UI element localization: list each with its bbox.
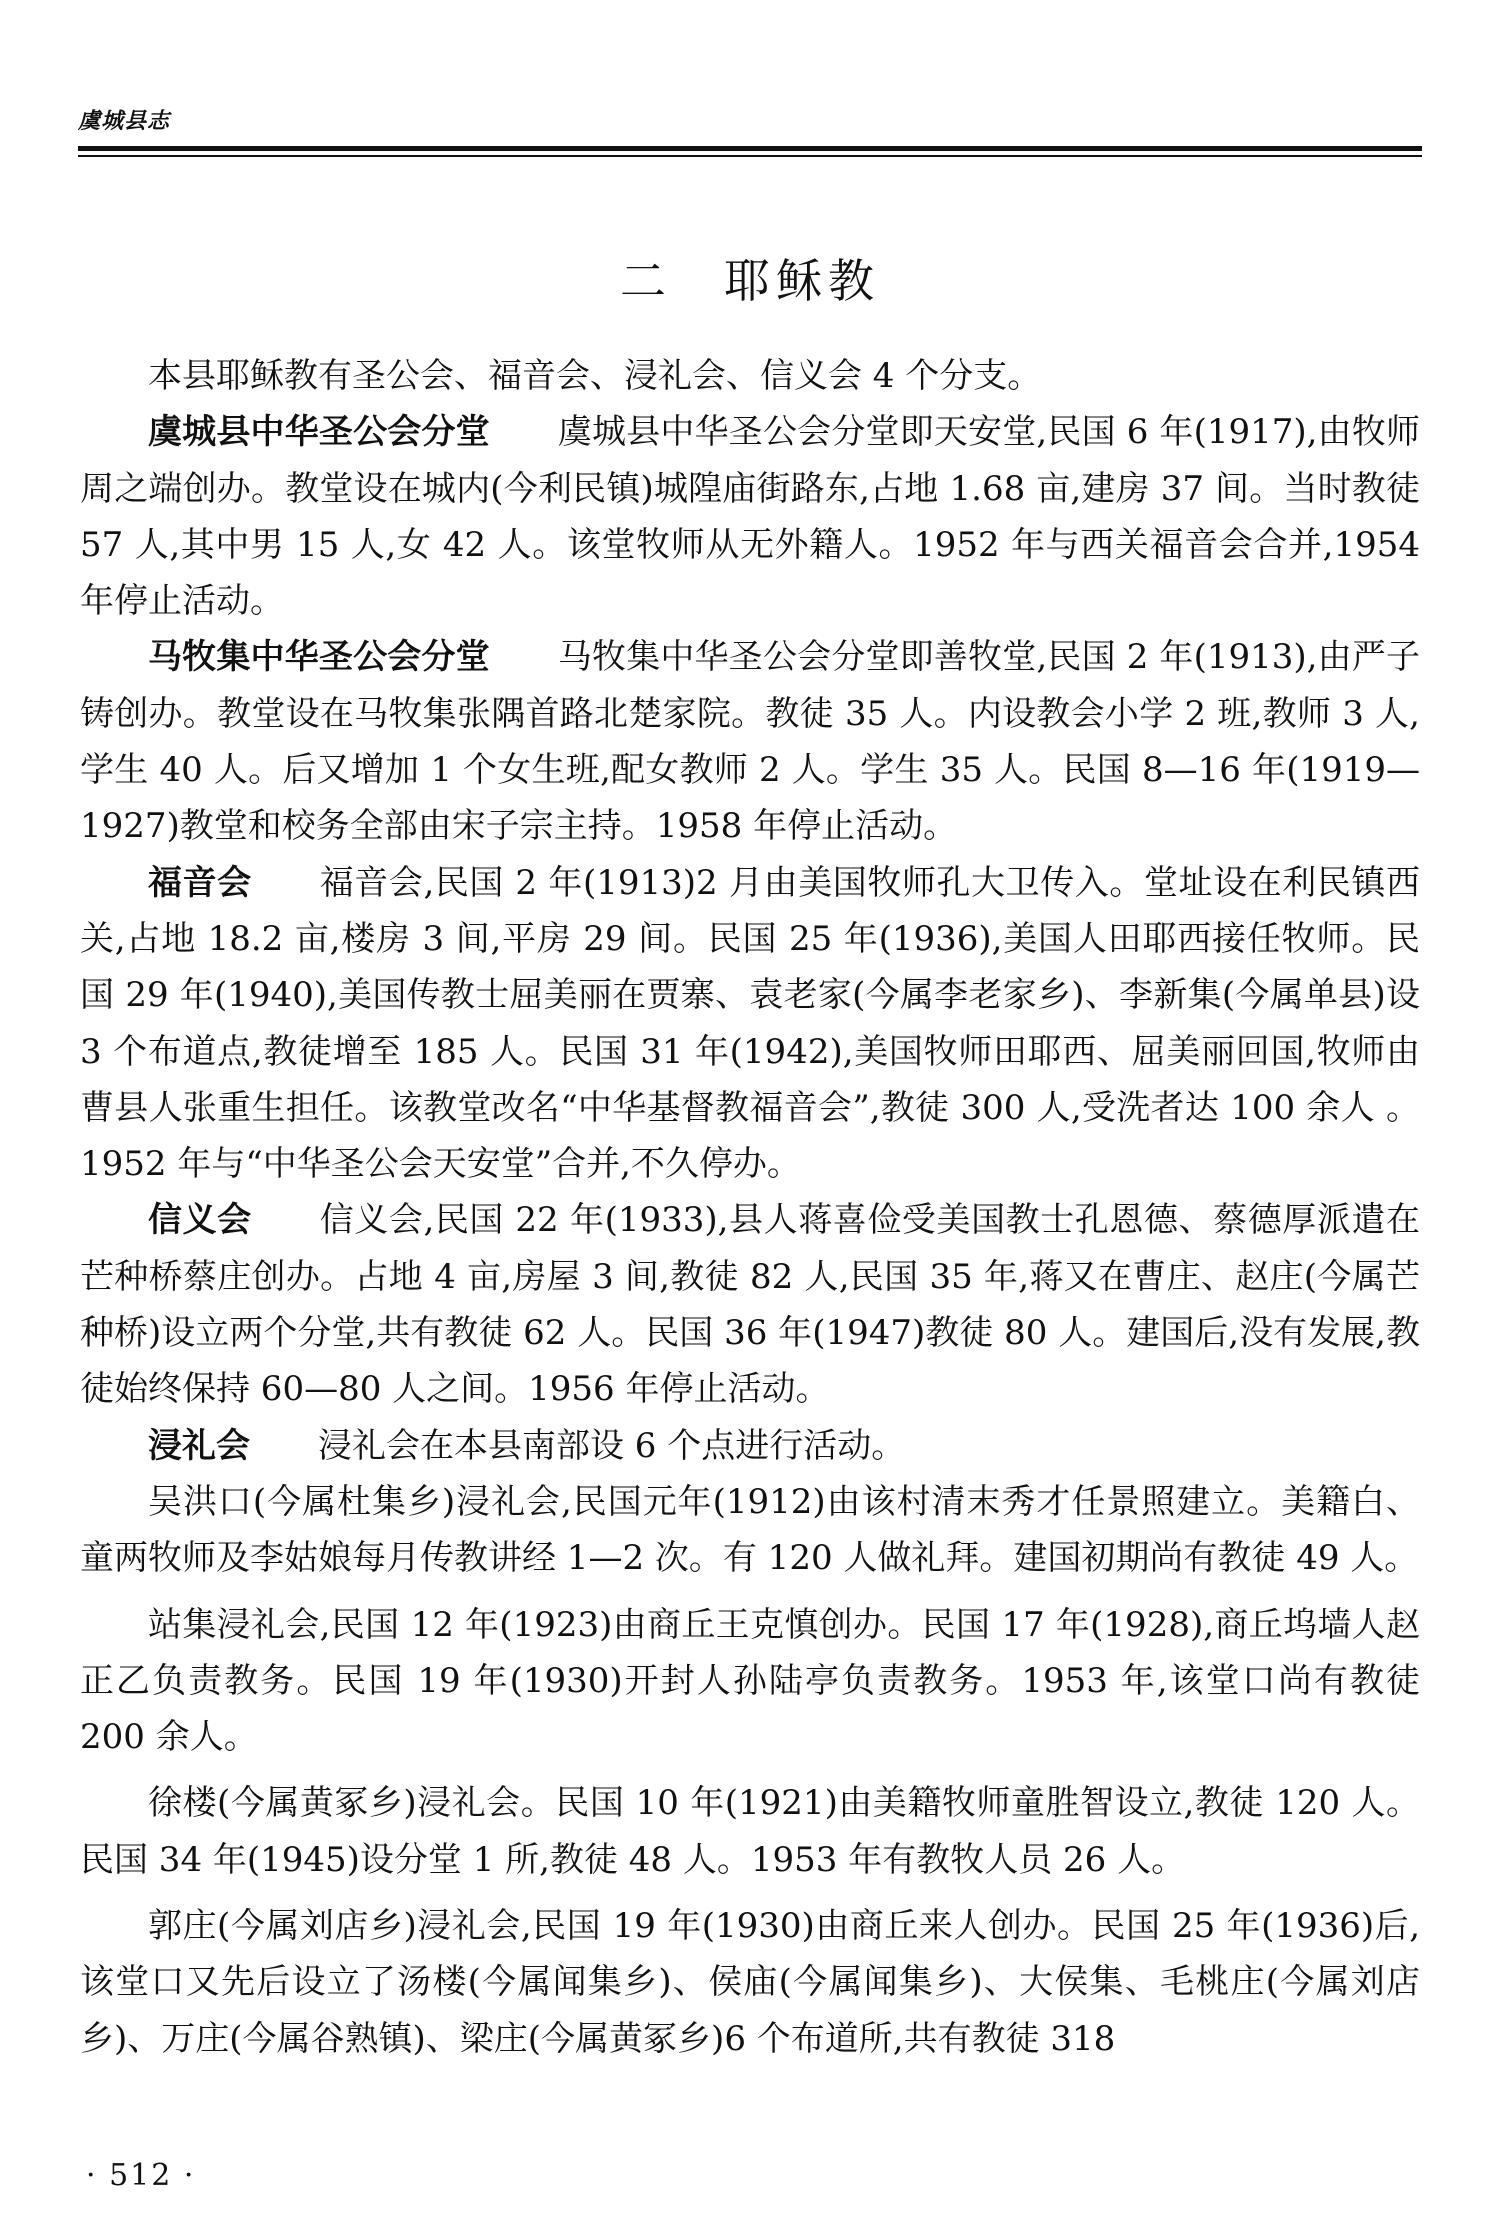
- paragraph-text: 福音会,民国 2 年(1913)2 月由美国牧师孔大卫传入。堂址设在利民镇西关,占地 18.2 亩,楼房 3 间,平房 29 间。民国 25 年(1936),美国人田耶西接任牧师。民国 29 年(1940),美国传教士屈美丽在贾寨、袁老家(今属李老家乡)、李新集(今属单县)设 3 个布道点,教徒增至 185 人。民国 31 年(1942),美国牧师田耶西、屈美丽回国,牧师由曹县人张重生担任。该教堂改名“中华基督教福音会”,教徒 300 人,受洗者达 100 余人 。1952 年与“中华圣公会天安堂”合并,不久停办。: [80, 862, 1420, 1185]
- paragraph: [80, 1898, 1420, 2067]
- section-title: 二 耶稣教: [620, 254, 880, 308]
- running-head: 虞城县志: [78, 108, 171, 134]
- header-rule-thick: [78, 146, 1422, 151]
- paragraph-heading: 浸礼会: [148, 1425, 250, 1466]
- paragraph-text: 马牧集中华圣公会分堂即善牧堂,民国 2 年(1913),由严子铸创办。教堂设在马牧集张隅首路北楚家院。教徒 35 人。内设教会小学 2 班,教师 3 人,学生 40 人。后又增加 1 个女生班,配女教师 2 人。学生 35 人。民国 8—16 年(1919—1927)教堂和校务全部由宋子宗主持。1958 年停止活动。: [80, 637, 1420, 847]
- paragraph: [80, 629, 1420, 854]
- paragraph-text: 本县耶稣教有圣公会、福音会、浸礼会、信义会 4 个分支。: [148, 356, 1042, 396]
- paragraph-text: 徐楼(今属黄冢乡)浸礼会。民国 10 年(1921)由美籍牧师童胜智设立,教徒 120 人。民国 34 年(1945)设分堂 1 所,教徒 48 人。1953 年有教牧人员 26 人。: [80, 1783, 1420, 1880]
- paragraph: [80, 1192, 1420, 1417]
- body-text: [80, 348, 1420, 2067]
- paragraph: [80, 348, 1420, 404]
- paragraph: [80, 1474, 1420, 1587]
- header-rule-thin: [78, 155, 1422, 157]
- paragraph-text: 吴洪口(今属杜集乡)浸礼会,民国元年(1912)由该村清末秀才任景照建立。美籍白、童两牧师及李姑娘每月传教讲经 1—2 次。有 120 人做礼拜。建国初期尚有教徒 49 人。: [80, 1481, 1420, 1579]
- paragraph: [80, 855, 1420, 1193]
- paragraph: [80, 1775, 1420, 1888]
- paragraph-heading: 马牧集中华圣公会分堂: [148, 637, 490, 678]
- paragraph-heading: 信义会: [148, 1200, 252, 1241]
- paragraph: [80, 1418, 1420, 1474]
- paragraph-text: 郭庄(今属刘店乡)浸礼会,民国 19 年(1930)由商丘来人创办。民国 25 年(1936)后,该堂口又先后设立了汤楼(今属闻集乡)、侯庙(今属闻集乡)、大侯集、毛桃庄(今属刘店乡)、万庄(今属谷熟镇)、梁庄(今属黄冢乡)6 个布道所,共有教徒 318: [80, 1906, 1420, 2059]
- paragraph-text: 信义会,民国 22 年(1933),县人蒋喜俭受美国教士孔恩德、蔡德厚派遣在芒种桥蔡庄创办。占地 4 亩,房屋 3 间,教徒 82 人,民国 35 年,蒋又在曹庄、赵庄(今属芒种桥)设立两个分堂,共有教徒 62 人。民国 36 年(1947)教徒 80 人。建国后,没有发展,教徒始终保持 60—80 人之间。1956 年停止活动。: [80, 1200, 1420, 1410]
- page-number: · 512 ·: [86, 2158, 196, 2193]
- paragraph-text: 浸礼会在本县南部设 6 个点进行活动。: [318, 1425, 906, 1466]
- paragraph-heading: 虞城县中华圣公会分堂: [148, 412, 490, 453]
- paragraph: [80, 1597, 1420, 1766]
- paragraph-heading: 福音会: [148, 862, 252, 903]
- paragraph-text: 虞城县中华圣公会分堂即天安堂,民国 6 年(1917),由牧师周之端创办。教堂设在城内(今利民镇)城隍庙街路东,占地 1.68 亩,建房 37 间。当时教徒 57 人,其中男 15 人,女 42 人。该堂牧师从无外籍人。1952 年与西关福音会合并,1954 年停止活动。: [80, 412, 1420, 622]
- paragraph: [80, 404, 1420, 629]
- paragraph-text: 站集浸礼会,民国 12 年(1923)由商丘王克慎创办。民国 17 年(1928),商丘坞墙人赵正乙负责教务。民国 19 年(1930)开封人孙陆亭负责教务。1953 年,该堂口尚有教徒 200 余人。: [80, 1604, 1420, 1758]
